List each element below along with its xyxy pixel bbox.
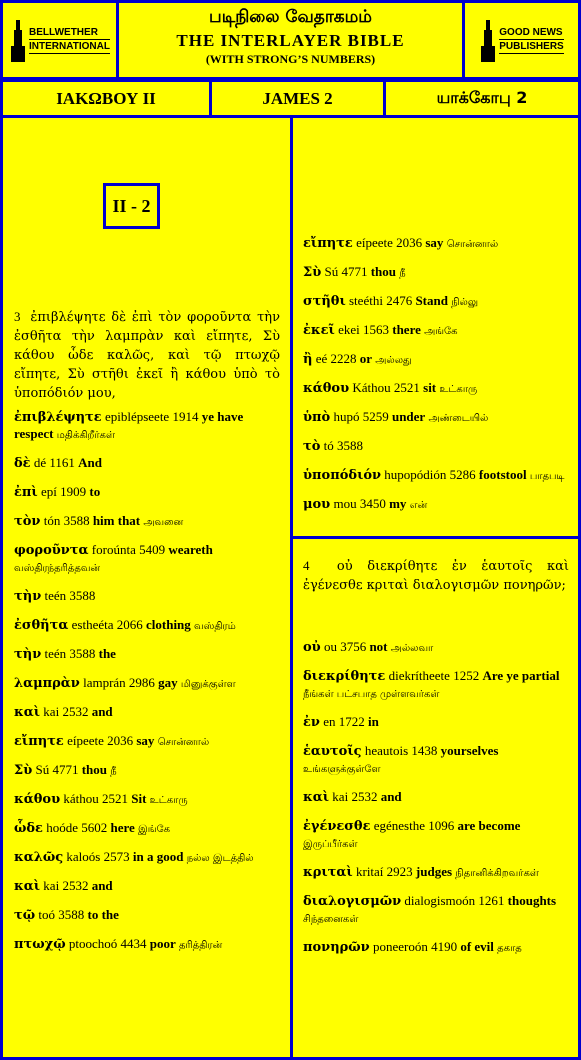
title-english: THE INTERLAYER BIBLE: [176, 31, 405, 50]
word-entry: [14, 513, 280, 531]
entry-t: tó: [323, 438, 334, 453]
word-entry: [14, 646, 280, 664]
entry-ta: வஸ்திரம்: [194, 621, 236, 632]
entry-w: διεκρίθητε: [303, 669, 386, 684]
entry-n: 2532: [351, 789, 378, 804]
entry-n: 5259: [362, 409, 389, 424]
entry-t: tón: [43, 513, 61, 528]
entry-n: 1161: [49, 455, 75, 470]
entry-m: Are ye partial: [482, 668, 560, 683]
entry-w: ὧδε: [14, 821, 43, 836]
word-entry: [14, 617, 280, 635]
entry-w: καὶ: [303, 790, 330, 805]
word-entry: [303, 409, 569, 427]
entry-ta: நீ: [110, 766, 117, 777]
entry-n: 4434: [120, 936, 147, 951]
entry-ta: சொன்னால்: [446, 239, 499, 250]
entry-t: eípeete: [356, 235, 393, 250]
book-english: JAMES 2: [209, 79, 386, 118]
word-entry: [303, 496, 569, 514]
entry-n: 1438: [411, 743, 438, 758]
entry-w: τὸ: [303, 439, 321, 454]
entry-n: 2532: [62, 704, 89, 719]
entry-m: sit: [423, 380, 437, 395]
entry-n: 2923: [386, 864, 413, 879]
entry-t: Sú: [35, 762, 50, 777]
subtitle: (WITH STRONG’S NUMBERS): [205, 52, 376, 66]
entry-t: mou: [333, 496, 357, 511]
entry-ta: மினுக்குள்ள: [180, 679, 236, 690]
word-entry: [14, 455, 280, 473]
entry-w: πονηρῶν: [303, 940, 370, 955]
entry-w: εἴπητε: [303, 236, 353, 251]
entry-m: my: [389, 496, 407, 511]
entry-w: τῷ: [14, 908, 36, 923]
entry-t: hupopódión: [384, 467, 447, 482]
entry-ta: அவனை: [143, 517, 184, 528]
verse-4: 4 οὐ διεκρίθητε ἐν ἑαυτοῖς καὶ ἐγένεσθε κριταὶ διαλογισμῶν πονηρῶν;: [303, 558, 570, 593]
entry-t: egénesthe: [373, 818, 425, 833]
verse-3: 3 ἐπιβλέψητε δὲ ἐπὶ τὸν φοροῦντα τὴν ἐσθῆτα τὴν λαμπρὰν καὶ εἴπητε, Σὺ κάθου ὧδε καλῶς, καὶ τῷ πτωχῷ εἴπητε, Σὺ στῆθι ἐκεῖ ἢ κάθου ὑπὸ τὸ ὑποπόδιόν μου,: [14, 309, 280, 401]
entry-m: thou: [81, 762, 107, 777]
entry-w: τὸν: [14, 514, 41, 529]
entry-w: κάθου: [303, 381, 350, 396]
entry-n: 5286: [449, 467, 476, 482]
entry-m: say: [425, 235, 444, 250]
tower-icon: [9, 18, 27, 62]
entry-w: ἐγένεσθε: [303, 819, 371, 834]
entry-t: estheéta: [71, 617, 114, 632]
entry-ta: தகாத: [497, 943, 522, 954]
entry-m: gay: [158, 675, 178, 690]
entry-t: epí: [40, 484, 57, 499]
entry-m: of evil: [460, 939, 494, 954]
entry-w: ὑποπόδιόν: [303, 468, 382, 483]
right-bottom-word-list: [303, 639, 569, 968]
book-tamil: யாக்கோபு 2: [383, 79, 581, 118]
entry-w: φοροῦντα: [14, 543, 89, 558]
word-entry: [14, 936, 280, 954]
entry-w: ἐκεῖ: [303, 323, 335, 338]
entry-m: or: [359, 351, 373, 366]
entry-ta: தரித்திரன்: [178, 940, 223, 951]
entry-w: ἐσθῆτα: [14, 618, 69, 633]
entry-w: ἐν: [303, 715, 320, 730]
entry-w: μου: [303, 497, 331, 512]
entry-t: heautois: [364, 743, 409, 758]
entry-w: πτωχῷ: [14, 937, 66, 952]
entry-n: 3588: [63, 513, 90, 528]
word-entry: [303, 264, 569, 282]
word-entry: [303, 351, 569, 369]
entry-t: diekrítheete: [388, 668, 450, 683]
word-entry: [303, 864, 569, 882]
word-entry: [303, 668, 569, 703]
entry-t: teén: [44, 646, 67, 661]
left-logo-line2: INTERNATIONAL: [29, 41, 110, 52]
entry-t: kritaí: [355, 864, 384, 879]
entry-w: λαμπρὰν: [14, 676, 80, 691]
entry-n: 1563: [363, 322, 389, 337]
entry-t: kai: [43, 878, 60, 893]
entry-ta: அண்டையில்: [428, 413, 489, 424]
entry-n: 1914: [172, 409, 199, 424]
entry-t: epiblépseete: [104, 409, 170, 424]
entry-t: dialogismoón: [404, 893, 476, 908]
entry-n: 5602: [81, 820, 108, 835]
entry-n: 4190: [431, 939, 458, 954]
entry-t: eípeete: [67, 733, 104, 748]
entry-ta: உட்காரு: [439, 384, 478, 395]
entry-t: toó: [38, 907, 55, 922]
entry-n: 2036: [396, 235, 423, 250]
entry-n: 2476: [386, 293, 413, 308]
word-entry: [303, 818, 569, 853]
entry-t: kaloós: [66, 849, 101, 864]
entry-n: 4771: [52, 762, 79, 777]
entry-n: 1261: [478, 893, 505, 908]
entry-ta: சிந்தனைகள்: [303, 914, 359, 925]
entry-m: poor: [149, 936, 176, 951]
title-tamil: படிநிலை வேதாகமம்: [209, 7, 372, 27]
entry-t: steéthi: [349, 293, 383, 308]
word-entry: [14, 409, 280, 444]
entry-m: not: [369, 639, 388, 654]
entry-n: 2573: [103, 849, 130, 864]
word-entry: [14, 588, 280, 606]
title-block: [116, 0, 465, 80]
word-entry: [303, 893, 569, 928]
entry-ta: நில்லு: [451, 297, 479, 308]
entry-m: say: [136, 733, 155, 748]
entry-t: Sú: [324, 264, 339, 279]
word-entry: [303, 639, 569, 657]
entry-n: 3588: [69, 588, 96, 603]
entry-n: 2228: [330, 351, 357, 366]
entry-n: 3450: [359, 496, 386, 511]
word-entry: [303, 939, 569, 957]
entry-m: and: [91, 878, 113, 893]
entry-w: οὐ: [303, 640, 321, 655]
entry-w: ἐπιβλέψητε: [14, 410, 102, 425]
entry-m: footstool: [478, 467, 527, 482]
entry-w: καὶ: [14, 705, 41, 720]
entry-w: ὑπὸ: [303, 410, 331, 425]
entry-ta: இங்கே: [138, 824, 171, 835]
chapter-box: II - 2: [103, 183, 160, 229]
right-top-word-list: [303, 235, 569, 525]
bellwether-logo: [0, 0, 119, 80]
word-entry: [14, 762, 280, 780]
word-entry: [14, 704, 280, 722]
entry-m: to the: [87, 907, 119, 922]
word-entry: [14, 878, 280, 896]
entry-t: ekei: [338, 322, 360, 337]
entry-t: káthou: [63, 791, 99, 806]
entry-w: Σὺ: [14, 763, 33, 778]
entry-m: and: [380, 789, 402, 804]
entry-n: 2521: [102, 791, 128, 806]
entry-n: 1722: [338, 714, 365, 729]
entry-w: ἐπὶ: [14, 485, 38, 500]
entry-ta: நீங்கள் பட்சபாத முள்ளவர்கள்: [303, 689, 440, 700]
word-entry: [14, 907, 280, 925]
entry-n: 5409: [139, 542, 166, 557]
entry-n: 3588: [337, 438, 364, 453]
entry-t: foroúnta: [91, 542, 136, 557]
entry-n: 2532: [62, 878, 89, 893]
entry-m: here: [110, 820, 135, 835]
book-greek: ΙΑΚΩΒΟΥ ΙΙ: [0, 79, 212, 118]
entry-m: clothing: [146, 617, 191, 632]
word-entry: [303, 235, 569, 253]
entry-ta: அல்லவா: [390, 643, 434, 654]
entry-m: ye have respect: [14, 409, 244, 441]
entry-n: 1909: [60, 484, 87, 499]
word-entry: [303, 293, 569, 311]
entry-m: thoughts: [507, 893, 557, 908]
entry-w: τὴν: [14, 647, 42, 662]
entry-n: 2521: [393, 380, 420, 395]
entry-ta: என்: [409, 500, 428, 511]
entry-t: poneeroón: [372, 939, 428, 954]
entry-ta: பாதபடி: [529, 471, 565, 482]
entry-ta: அங்கே: [424, 326, 458, 337]
entry-ta: உங்களுக்குள்ளே: [303, 764, 381, 775]
entry-m: And: [78, 455, 102, 470]
entry-t: hoóde: [46, 820, 78, 835]
word-entry: [14, 733, 280, 751]
entry-m: the: [98, 646, 116, 661]
entry-w: Σὺ: [303, 265, 322, 280]
entry-m: there: [392, 322, 421, 337]
entry-m: thou: [370, 264, 396, 279]
entry-n: 1252: [453, 668, 480, 683]
entry-w: κάθου: [14, 792, 61, 807]
entry-t: lamprán: [83, 675, 126, 690]
right-logo-line2: PUBLISHERS: [499, 41, 564, 52]
goodnews-logo: [462, 0, 581, 80]
entry-w: διαλογισμῶν: [303, 894, 402, 909]
entry-n: 2066: [116, 617, 143, 632]
entry-m: are become: [457, 818, 521, 833]
entry-w: δὲ: [14, 456, 31, 471]
entry-w: καλῶς: [14, 850, 64, 865]
entry-m: judges: [415, 864, 453, 879]
entry-m: in: [367, 714, 379, 729]
entry-t: eé: [315, 351, 328, 366]
entry-m: and: [91, 704, 113, 719]
word-entry: [14, 820, 280, 838]
entry-ta: மதிக்கிறீர்கள்: [56, 430, 115, 441]
word-entry: [14, 484, 280, 502]
entry-ta: அல்லது: [375, 355, 412, 366]
word-entry: [303, 438, 569, 456]
entry-t: ou: [323, 639, 337, 654]
entry-t: en: [323, 714, 336, 729]
entry-w: στῆθι: [303, 294, 346, 309]
entry-m: to: [89, 484, 101, 499]
right-logo-line1: GOOD NEWS: [499, 27, 563, 38]
word-entry: [303, 467, 569, 485]
entry-n: 3588: [69, 646, 96, 661]
word-entry: [303, 743, 569, 778]
entry-t: dé: [33, 455, 47, 470]
entry-m: in a good: [132, 849, 184, 864]
entry-ta: உட்காரு: [149, 795, 188, 806]
entry-n: 1096: [428, 818, 455, 833]
left-logo-line1: BELLWETHER: [29, 26, 110, 40]
entry-t: Káthou: [352, 380, 391, 395]
entry-t: kai: [332, 789, 349, 804]
entry-ta: வஸ்திரந்தரித்தவன்: [14, 563, 101, 574]
entry-t: hupó: [333, 409, 360, 424]
word-entry: [14, 542, 280, 577]
entry-m: weareth: [168, 542, 213, 557]
entry-n: 2036: [107, 733, 134, 748]
entry-n: 3588: [58, 907, 85, 922]
word-entry: [303, 714, 569, 732]
entry-m: him that: [92, 513, 141, 528]
left-word-list: [14, 409, 280, 965]
entry-ta: சொன்னால்: [157, 737, 210, 748]
entry-m: Sit: [131, 791, 147, 806]
word-entry: [303, 322, 569, 340]
entry-n: 2986: [128, 675, 155, 690]
word-entry: [14, 791, 280, 809]
entry-w: καὶ: [14, 879, 41, 894]
word-entry: [303, 789, 569, 807]
entry-m: yourselves: [440, 743, 499, 758]
entry-w: ἢ: [303, 352, 313, 367]
entry-n: 3756: [340, 639, 367, 654]
entry-ta: நிதானிக்கிறவர்கள்: [455, 868, 539, 879]
word-entry: [14, 849, 280, 867]
entry-ta: இருப்பீர்கள்: [303, 839, 358, 850]
entry-m: under: [391, 409, 426, 424]
word-entry: [303, 380, 569, 398]
entry-t: ptoochoó: [68, 936, 118, 951]
entry-t: kai: [43, 704, 60, 719]
entry-n: 4771: [341, 264, 368, 279]
entry-m: Stand: [415, 293, 448, 308]
entry-w: κριταὶ: [303, 865, 353, 880]
entry-ta: நல்ல இடத்தில்: [186, 853, 254, 864]
tower-icon: [479, 18, 497, 62]
entry-w: τὴν: [14, 589, 42, 604]
entry-w: ἑαυτοῖς: [303, 744, 362, 759]
entry-w: εἴπητε: [14, 734, 64, 749]
word-entry: [14, 675, 280, 693]
entry-t: teén: [44, 588, 67, 603]
entry-ta: நீ: [399, 268, 406, 279]
